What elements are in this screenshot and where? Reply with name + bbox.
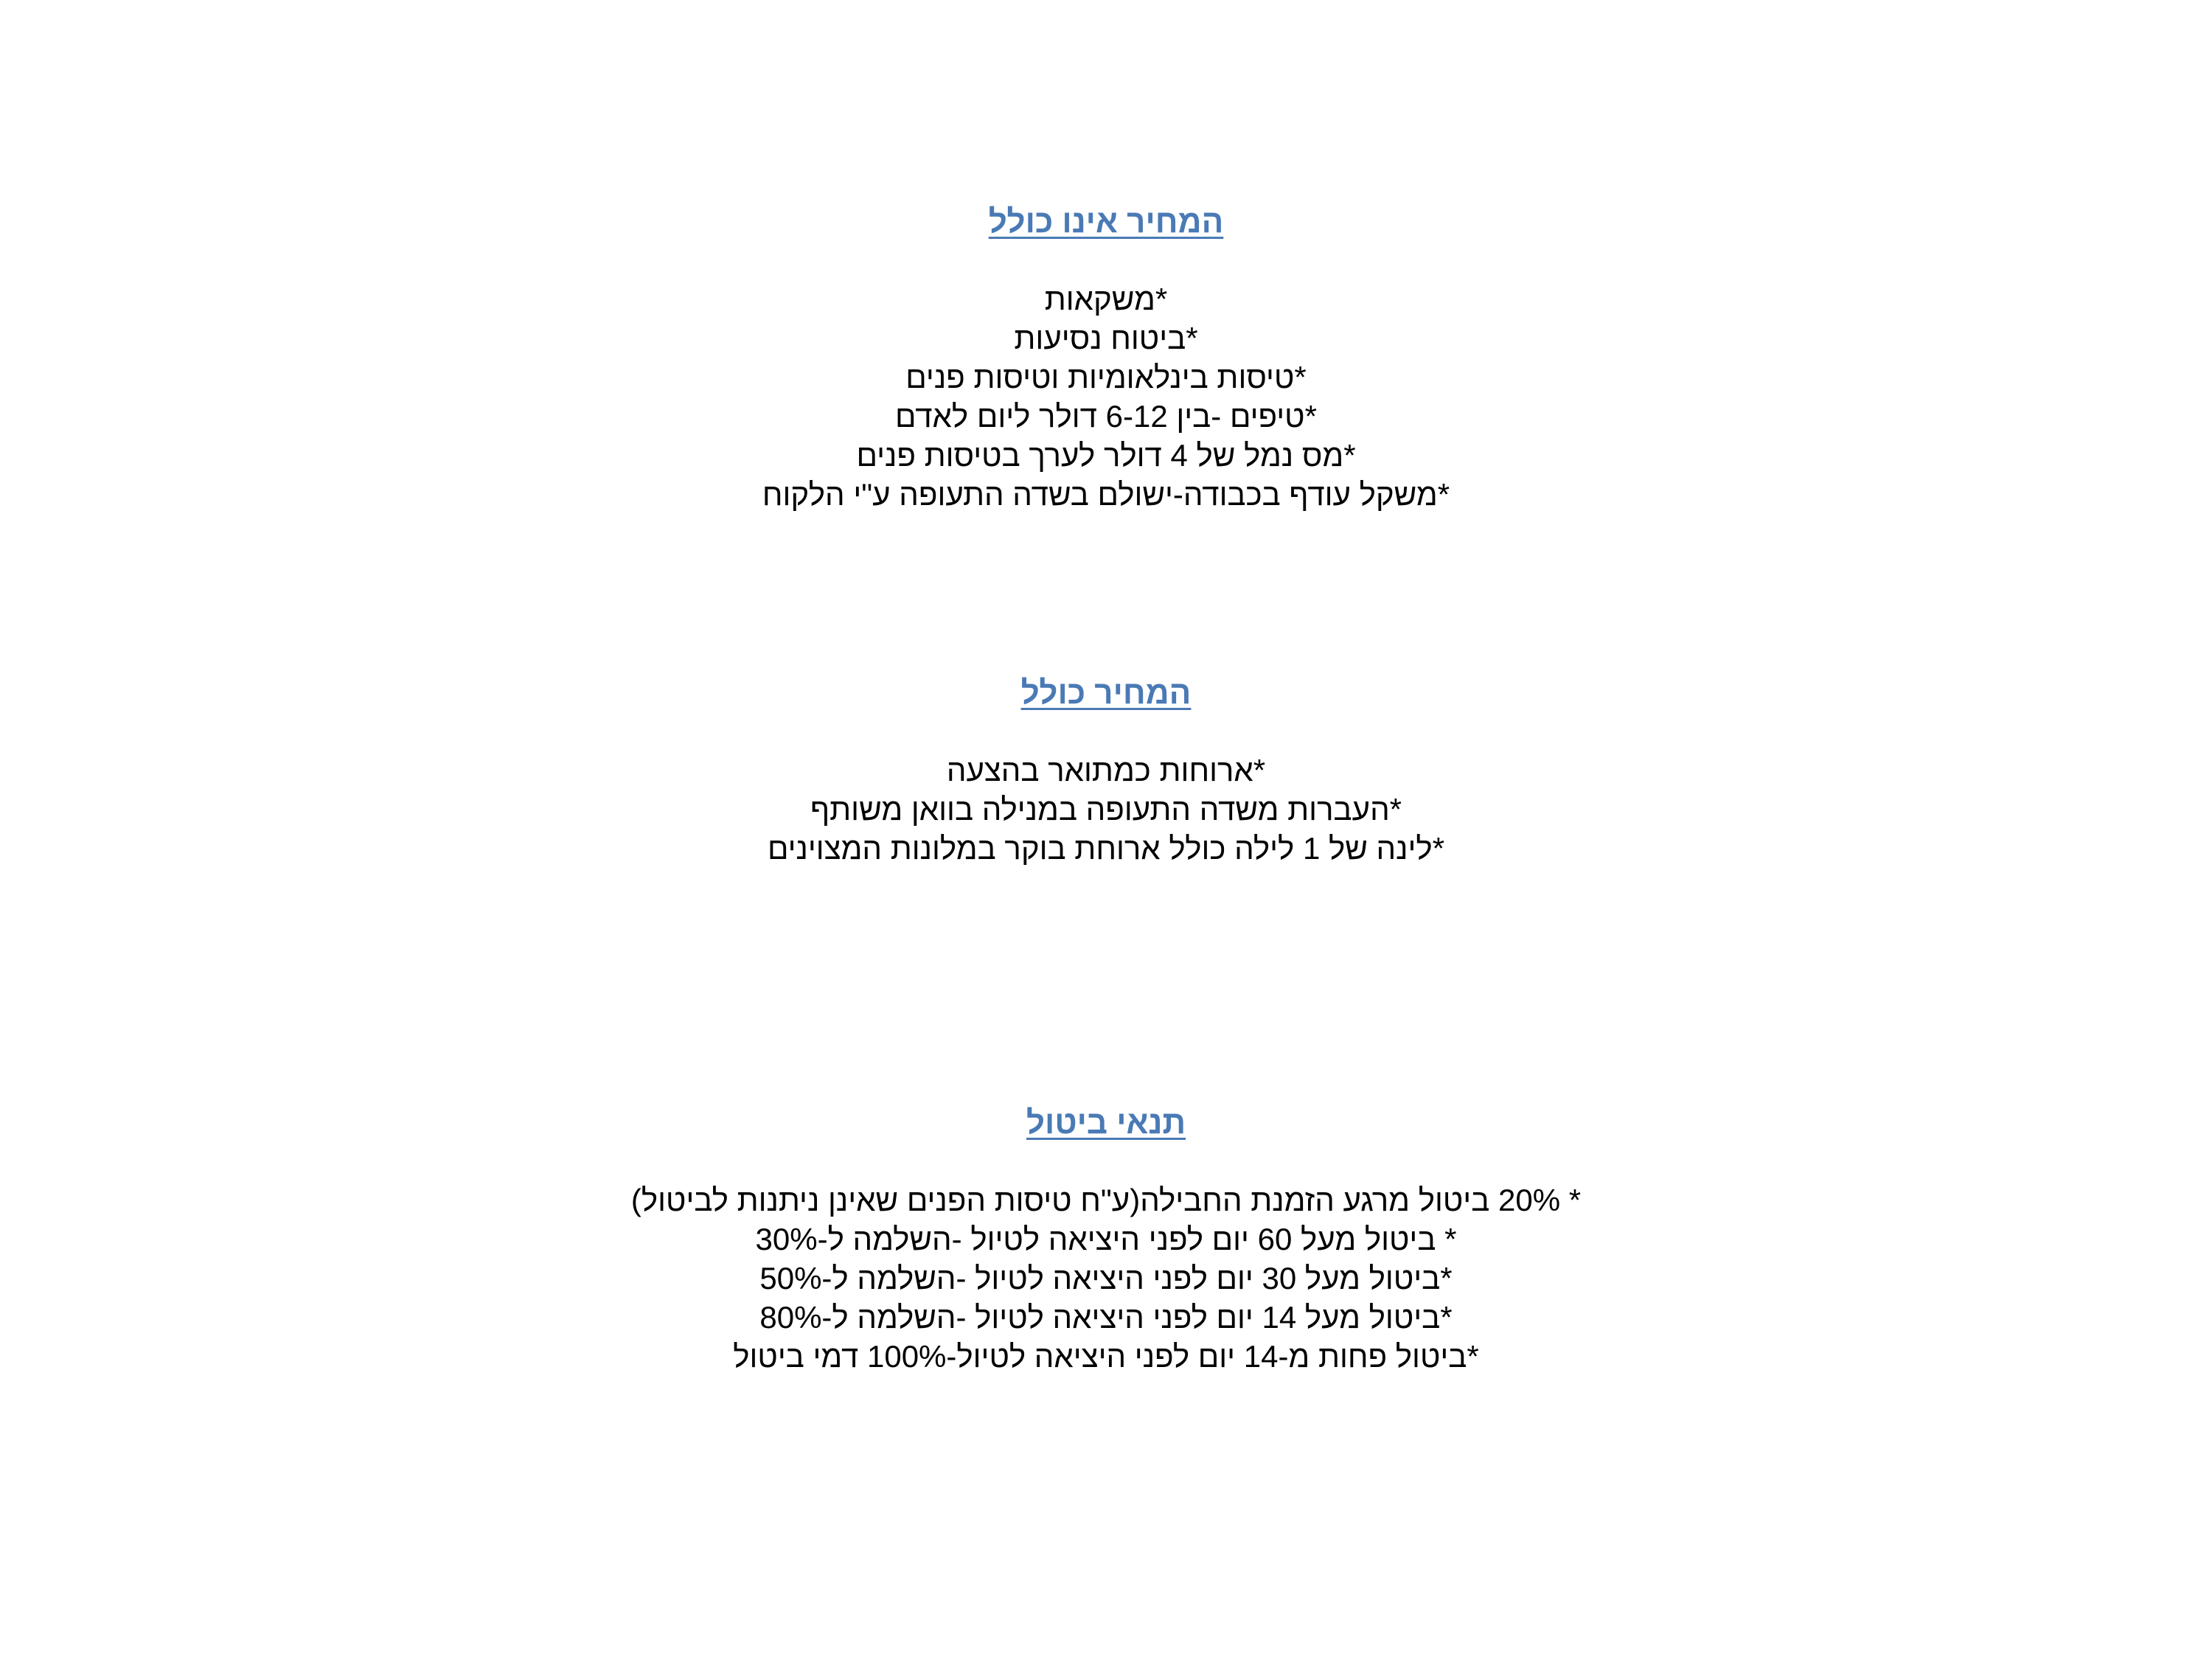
list-item: *טיסות בינלאומיות וטיסות פנים	[905, 360, 1307, 394]
section-title-not-included: המחיר אינו כולל	[988, 204, 1224, 240]
section-price-included	[0, 674, 2212, 868]
list-item: *ביטול פחות מ-14 יום לפני היציאה לטיול-100% דמי ביטול	[733, 1339, 1479, 1374]
section-title-included: המחיר כולל	[1020, 675, 1192, 711]
not-included-list	[0, 279, 2212, 514]
list-item: *משקל עודף בכבודה-ישולם בשדה התעופה ע"י הלקוח	[762, 477, 1450, 512]
list-item: *טיפים -בין 6-12 דולר ליום לאדם	[895, 399, 1317, 434]
included-list	[0, 751, 2212, 868]
list-item: *העברות משדה התעופה במנילה בוואן משותף	[810, 792, 1402, 827]
cancellation-list	[0, 1180, 2212, 1376]
list-item: * 20% ביטול מרגע הזמנת החבילה(ע"ח טיסות הפנים שאינן ניתנות לביטול)	[630, 1183, 1582, 1217]
list-item: * ביטול מעל 60 יום לפני היציאה לטיול -השלמה ל-30%	[755, 1222, 1457, 1256]
section-price-not-included	[0, 203, 2212, 514]
list-item: *לינה של 1 לילה כולל ארוחת בוקר במלונות המצוינים	[767, 831, 1445, 866]
list-item: *ביטול מעל 30 יום לפני היציאה לטיול -השלמה ל-50%	[759, 1261, 1453, 1295]
list-item: *ארוחות כמתואר בהצעה	[946, 753, 1266, 787]
list-item: *מס נמל של 4 דולר לערך בטיסות פנים	[856, 438, 1356, 473]
list-item: *ביטול מעל 14 יום לפני היציאה לטיול -השלמה ל-80%	[759, 1300, 1453, 1335]
section-cancellation-terms	[0, 1104, 2212, 1376]
list-item: *ביטוח נסיעות	[1014, 321, 1198, 355]
section-title-cancellation: תנאי ביטול	[1026, 1105, 1186, 1141]
list-item: *משקאות	[1044, 282, 1168, 316]
